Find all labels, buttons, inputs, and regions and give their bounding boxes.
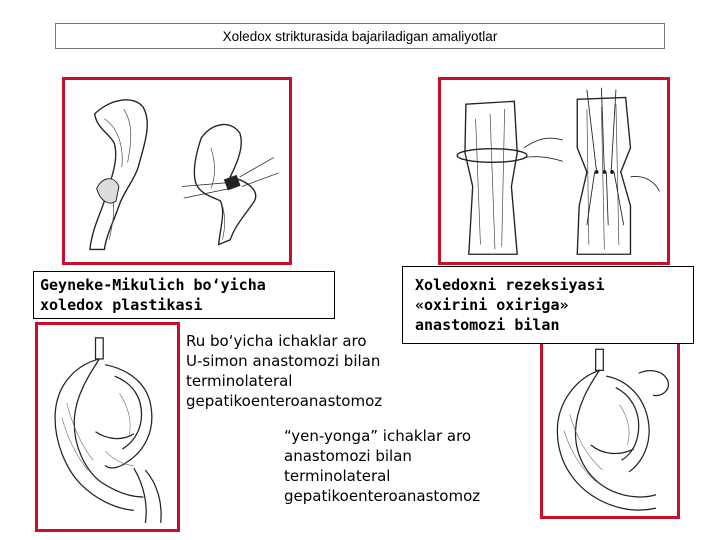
ru-caption-line: U-simon anastomozi bilan xyxy=(186,352,381,370)
slide-title: Xoledox strikturasida bajariladigan amaliyotlar xyxy=(55,23,665,49)
plastika-caption-line: Geyneke-Mikulich bo‘yicha xyxy=(40,276,266,294)
rezeksiya-caption-line: Xoledoxni rezeksiyasi xyxy=(415,276,605,294)
rezeksiya-caption-line: anastomozi bilan xyxy=(415,316,560,334)
rezeksiya-caption-line: «oxirini oxiriga» xyxy=(415,296,569,314)
yen-yonga-caption-line: “yen-yonga” ichaklar aro xyxy=(284,427,472,445)
yen-yonga-caption xyxy=(284,426,480,506)
ru-caption xyxy=(186,331,382,411)
bile-duct-plasty-drawing xyxy=(65,80,289,262)
plastika-caption xyxy=(33,271,335,319)
yen-yonga-caption-line: gepatikoenteroanastomoz xyxy=(284,487,481,505)
roux-en-y-drawing xyxy=(38,325,177,529)
ru-caption-line: terminolateral xyxy=(186,372,293,390)
end-to-end-anastomosis-drawing xyxy=(441,80,667,262)
ru-caption-line: Ru bo‘yicha ichaklar aro xyxy=(186,332,367,350)
plastika-illustration xyxy=(62,77,292,265)
yen-yonga-illustration xyxy=(540,326,680,519)
yen-yonga-caption-line: anastomozi bilan xyxy=(284,447,412,465)
side-to-side-drawing xyxy=(543,329,677,516)
rezeksiya-caption xyxy=(402,266,694,344)
yen-yonga-caption-line: terminolateral xyxy=(284,467,391,485)
plastika-caption-line: xoledox plastikasi xyxy=(40,296,203,314)
rezeksiya-illustration xyxy=(438,77,670,265)
ru-caption-line: gepatikoenteroanastomoz xyxy=(186,392,383,410)
ru-illustration xyxy=(35,322,180,532)
